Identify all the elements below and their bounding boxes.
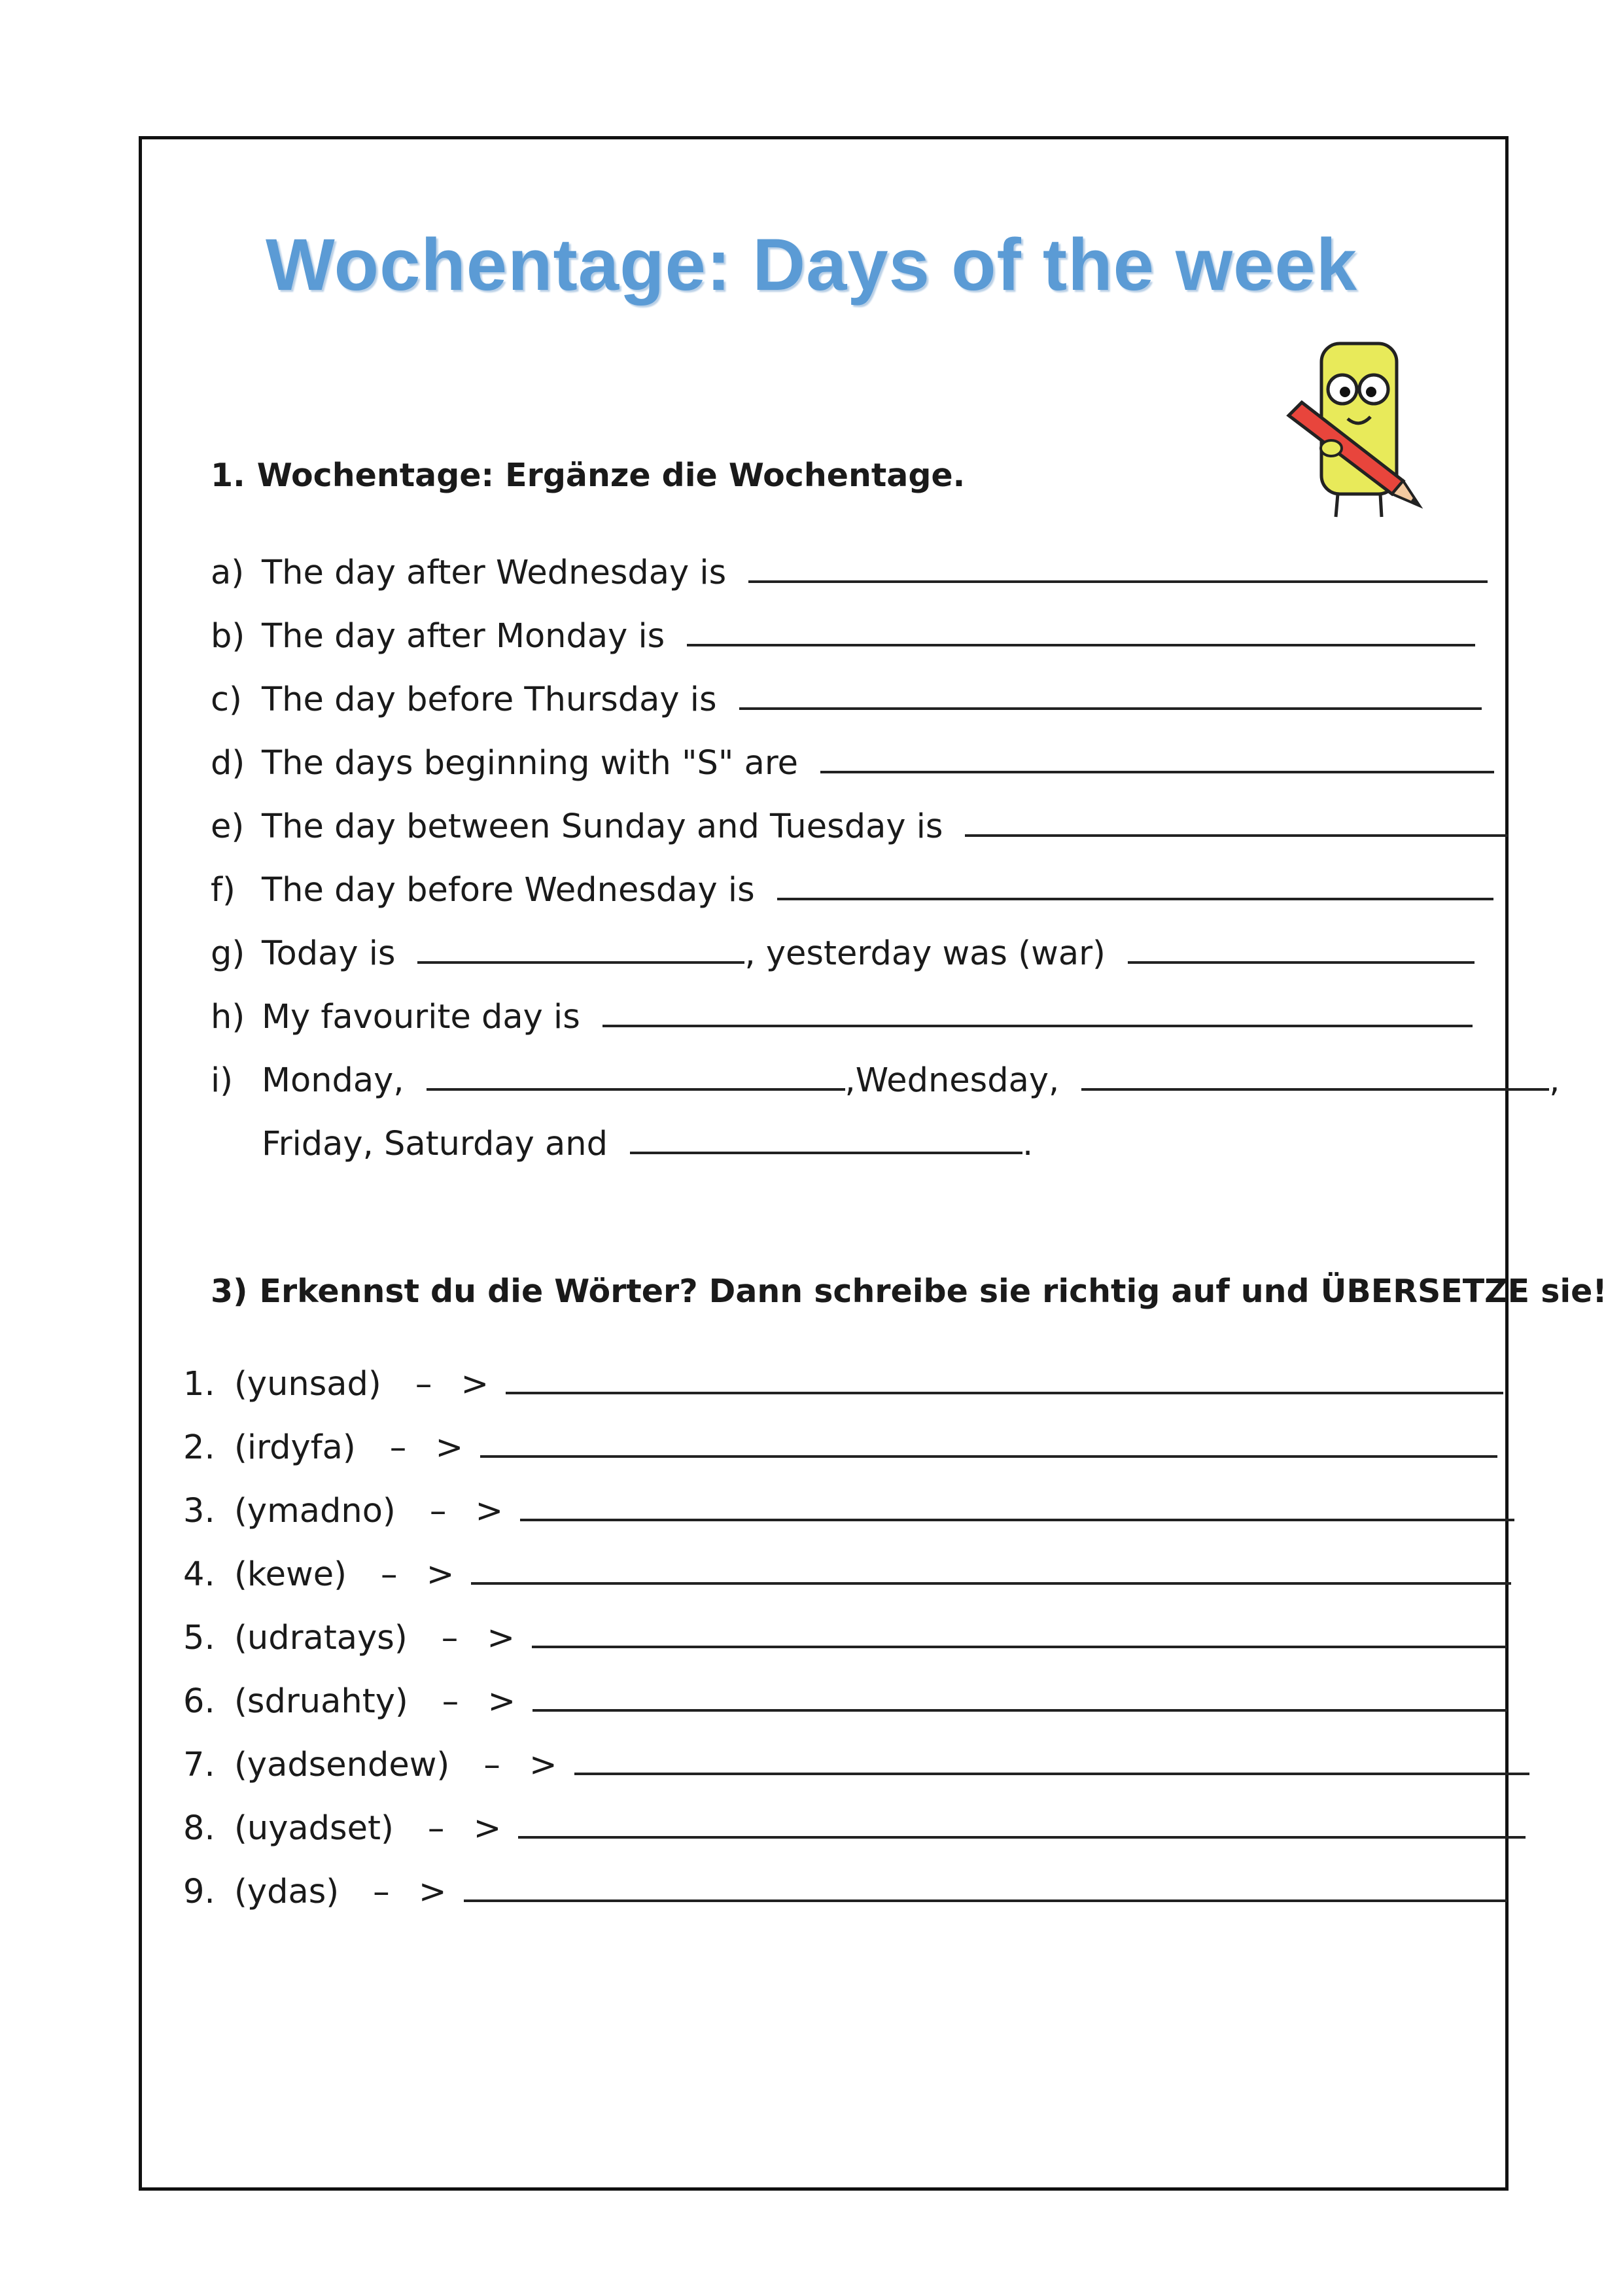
section-1-heading-text: Wochentage: Ergänze die Wochentage.: [256, 457, 966, 494]
exercise-item-e: [211, 800, 1508, 846]
arrow: – >: [389, 1428, 473, 1467]
item-number: 8.: [183, 1809, 215, 1848]
item-text: My favourite day is: [262, 998, 580, 1036]
scramble-item-8: [183, 1802, 1526, 1848]
exercise-item-c: [211, 673, 1482, 719]
answer-blank[interactable]: [574, 1746, 1529, 1775]
item-text: The days beginning with "S" are: [262, 744, 799, 783]
answer-blank[interactable]: [520, 1492, 1514, 1521]
section-3-heading-text: Erkennst du die Wörter? Dann schreibe sie richtig auf und ÜBERSETZE sie!: [259, 1273, 1607, 1310]
answer-blank-today[interactable]: [417, 935, 744, 964]
arrow: – >: [427, 1809, 511, 1848]
item-text: Monday,: [262, 1061, 404, 1100]
arrow: – >: [441, 1619, 525, 1657]
page-title: Wochentage: Days of the week: [265, 224, 1357, 306]
answer-blank-thursday[interactable]: [1081, 1062, 1549, 1091]
scrambled-word: (uyadset): [234, 1809, 394, 1848]
answer-blank[interactable]: [480, 1429, 1497, 1458]
exercise-item-i-continued: [262, 1118, 1033, 1163]
exercise-item-b: [211, 610, 1475, 656]
item-text-end: ,: [1549, 1061, 1560, 1100]
item-number: 4.: [183, 1555, 215, 1594]
item-text: The day after Wednesday is: [262, 554, 727, 592]
item-text-end: .: [1022, 1125, 1034, 1163]
answer-blank[interactable]: [748, 554, 1488, 583]
item-number: 7.: [183, 1746, 215, 1784]
answer-blank-yesterday[interactable]: [1128, 935, 1475, 964]
item-number: 1.: [183, 1365, 215, 1404]
scrambled-word: (ymadno): [234, 1492, 396, 1530]
exercise-item-h: [211, 991, 1473, 1036]
section-1-heading: [211, 457, 965, 494]
scramble-item-9: [183, 1865, 1507, 1911]
answer-blank[interactable]: [602, 998, 1473, 1027]
item-number: 6.: [183, 1682, 215, 1721]
item-text: The day before Wednesday is: [262, 871, 755, 910]
scrambled-word: (udratays): [234, 1619, 408, 1657]
exercise-item-d: [211, 737, 1494, 783]
scramble-item-2: [183, 1421, 1497, 1467]
exercise-item-g: [211, 927, 1475, 973]
item-letter: a): [211, 554, 245, 592]
answer-blank-sunday[interactable]: [630, 1125, 1022, 1154]
scrambled-word: (ydas): [234, 1873, 340, 1911]
item-text: The day between Sunday and Tuesday is: [262, 807, 943, 846]
scrambled-word: (sdruahty): [234, 1682, 408, 1721]
arrow: – >: [415, 1365, 498, 1404]
answer-blank[interactable]: [464, 1873, 1507, 1902]
item-letter: d): [211, 744, 245, 783]
item-text: The day before Thursday is: [262, 680, 717, 719]
item-text-middle: , yesterday was (war): [744, 934, 1106, 973]
arrow: – >: [373, 1873, 456, 1911]
answer-blank[interactable]: [777, 872, 1493, 900]
scramble-item-6: [183, 1675, 1507, 1721]
item-number: 3.: [183, 1492, 215, 1530]
item-letter: e): [211, 807, 245, 846]
item-letter: b): [211, 617, 245, 656]
exercise-item-a: [211, 546, 1488, 592]
scramble-item-1: [183, 1358, 1503, 1404]
scramble-item-4: [183, 1548, 1511, 1594]
scramble-item-3: [183, 1485, 1514, 1530]
item-letter: g): [211, 934, 245, 973]
exercise-item-f: [211, 864, 1493, 910]
answer-blank[interactable]: [965, 808, 1508, 837]
section-3-number: 3): [211, 1273, 248, 1310]
arrow: – >: [429, 1492, 513, 1530]
answer-blank[interactable]: [739, 681, 1482, 710]
answer-blank[interactable]: [506, 1366, 1503, 1394]
item-text-middle: ,Wednesday,: [845, 1061, 1060, 1100]
scramble-item-7: [183, 1739, 1529, 1784]
answer-blank[interactable]: [532, 1619, 1507, 1648]
answer-blank[interactable]: [471, 1556, 1511, 1585]
item-text: The day after Monday is: [262, 617, 665, 656]
item-text: Today is: [262, 934, 396, 973]
item-letter: h): [211, 998, 245, 1036]
exercise-item-i: [211, 1054, 1560, 1100]
answer-blank-tuesday[interactable]: [427, 1062, 845, 1091]
scrambled-word: (yadsendew): [234, 1746, 450, 1784]
pencil-character-icon: [1282, 337, 1426, 527]
arrow: – >: [442, 1682, 525, 1721]
answer-blank[interactable]: [820, 745, 1494, 773]
item-number: 5.: [183, 1619, 215, 1657]
arrow: – >: [380, 1555, 464, 1594]
scrambled-word: (irdyfa): [234, 1428, 356, 1467]
scrambled-word: (yunsad): [234, 1365, 381, 1404]
section-3-heading: [211, 1273, 1607, 1310]
item-text: Friday, Saturday and: [262, 1125, 608, 1163]
item-number: 2.: [183, 1428, 215, 1467]
scramble-item-5: [183, 1612, 1507, 1657]
item-letter: c): [211, 680, 242, 719]
answer-blank[interactable]: [518, 1810, 1526, 1839]
item-letter: i): [211, 1061, 234, 1100]
item-letter: f): [211, 871, 236, 910]
answer-blank[interactable]: [687, 618, 1475, 646]
arrow: – >: [483, 1746, 567, 1784]
section-1-number: 1.: [211, 457, 245, 494]
item-number: 9.: [183, 1873, 215, 1911]
scrambled-word: (kewe): [234, 1555, 347, 1594]
answer-blank[interactable]: [532, 1683, 1507, 1712]
